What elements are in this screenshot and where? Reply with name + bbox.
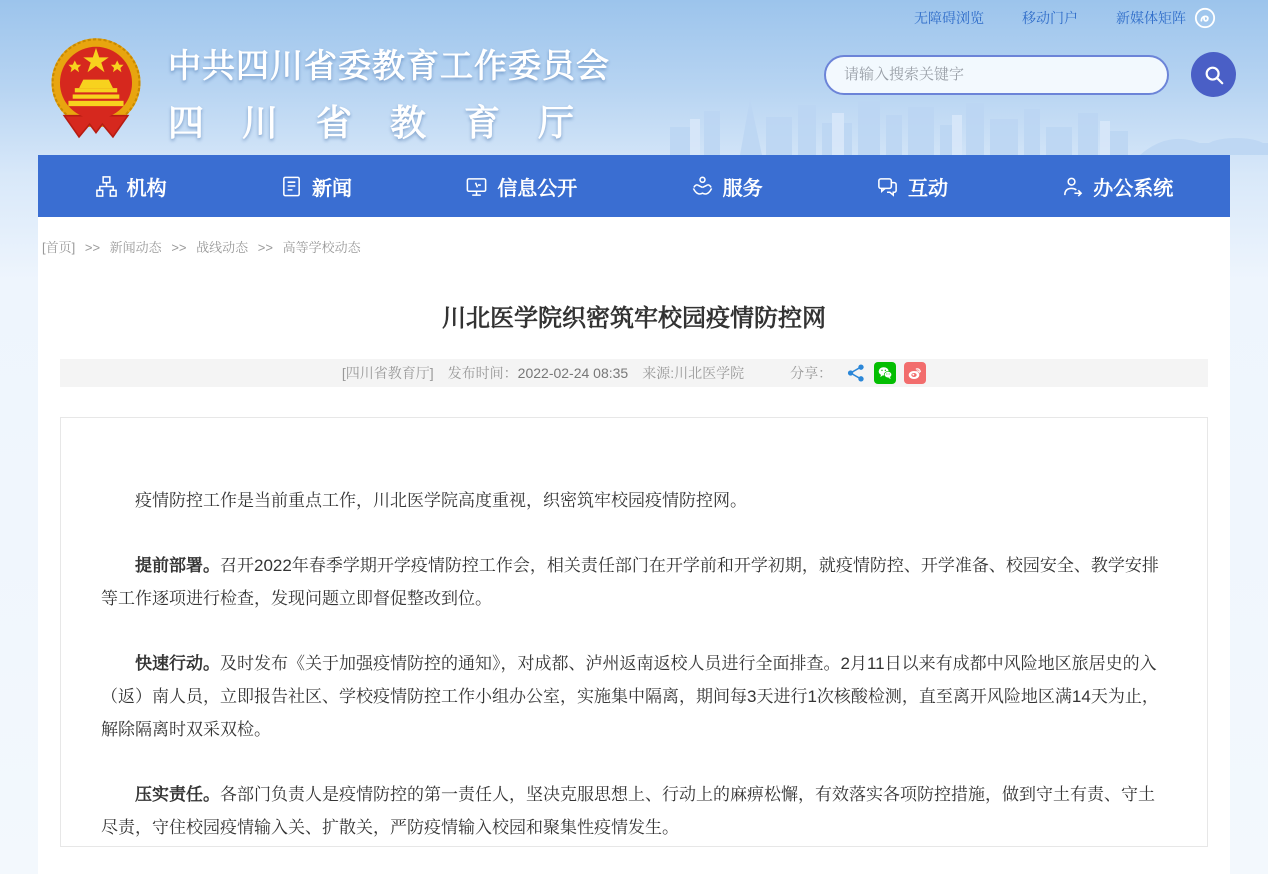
nav-label: 互动 [907,177,948,200]
article-body [60,417,1208,847]
share-icons [846,362,926,384]
breadcrumb-news[interactable]: 新闻动态 [109,240,162,255]
org-title-line2: 四川省教育厅 [168,102,613,143]
nav-label: 信息公开 [497,177,578,200]
org-title-line1: 中共四川省委教育工作委员会 [168,47,610,84]
breadcrumb [38,217,1230,256]
main-navigation [38,155,1230,217]
article-paragraph: 提前部署。召开2022年春季学期开学疫情防控工作会，相关责任部门在开学前和开学初期，就疫情防控、开学准备、校园安全、教学安排等工作逐项进行检查，发现问题立即督促整改到位。 [101,556,1159,608]
site-header [0,30,1268,155]
nav-item-services[interactable] [691,172,763,201]
mobile-portal-link[interactable]: 移动门户 [1022,10,1078,26]
breadcrumb-higher-ed[interactable]: 高等学校动态 [282,240,361,255]
weibo-icon[interactable] [904,362,926,384]
media-matrix-icon[interactable] [1194,7,1216,29]
nav-item-info-disclosure[interactable] [465,172,577,201]
wechat-icon[interactable] [874,362,896,384]
search-area [824,52,1236,97]
breadcrumb-separator: >> [257,240,273,255]
share-nodes-icon[interactable] [846,363,866,383]
city-skyline-graphic [600,97,1268,155]
nav-label: 办公系统 [1093,177,1174,200]
chat-bubbles-icon [876,175,899,198]
content-wrapper [38,217,1230,874]
monitor-icon [465,175,488,198]
nav-item-org[interactable] [95,172,167,201]
search-input[interactable] [824,55,1169,95]
meta-publish: 发布时间：2022-02-24 08:35 [447,365,629,381]
search-button[interactable] [1191,52,1236,97]
nav-item-office-system[interactable] [1061,172,1173,201]
breadcrumb-separator: >> [84,240,101,255]
meta-publish-time: 2022-02-24 08:35 [517,365,629,381]
search-icon [1203,64,1225,86]
nav-label: 机构 [126,177,167,200]
breadcrumb-separator: >> [171,240,187,255]
national-emblem-logo[interactable] [42,33,150,139]
meta-share-label: 分享： [790,365,833,381]
breadcrumb-home[interactable]: [首页] [42,240,76,255]
service-hands-icon [691,175,714,198]
nav-label: 服务 [722,177,763,200]
accessibility-link[interactable]: 无障碍浏览 [914,10,984,26]
nav-item-interaction[interactable] [876,172,948,201]
article-meta-bar [60,359,1208,387]
nav-label: 新闻 [311,177,352,200]
office-user-icon [1061,175,1084,198]
article-paragraph: 快速行动。及时发布《关于加强疫情防控的通知》，对成都、泸州返南返校人员进行全面排查。2月11日以来有成都中风险地区旅居史的入（返）南人员，立即报告社区、学校疫情防控工作小组办公室，实施集中隔离，期间每3天进行1次核酸检测，直至离开风险地区满14天为止，解除隔离时双采双检。 [101,654,1159,739]
news-doc-icon [280,175,303,198]
top-utility-bar [0,0,1268,30]
site-title-block [168,40,612,146]
org-chart-icon [95,175,118,198]
meta-source: 来源:川北医学院 [642,365,745,381]
article-paragraph: 疫情防控工作是当前重点工作，川北医学院高度重视，织密筑牢校园疫情防控网。 [135,491,747,510]
nav-item-news[interactable] [280,172,352,201]
meta-department: [四川省教育厅] [341,365,434,381]
breadcrumb-frontline[interactable]: 战线动态 [196,240,249,255]
article-paragraph: 压实责任。各部门负责人是疫情防控的第一责任人，坚决克服思想上、行动上的麻痹松懈，有效落实各项防控措施，做到守土有责、守土尽责，守住校园疫情输入关、扩散关，严防疫情输入校园和聚集性疫情发生。 [101,785,1155,837]
article-title: 川北医学院织密筑牢校园疫情防控网 [442,305,826,332]
new-media-matrix-link[interactable]: 新媒体矩阵 [1116,10,1186,26]
